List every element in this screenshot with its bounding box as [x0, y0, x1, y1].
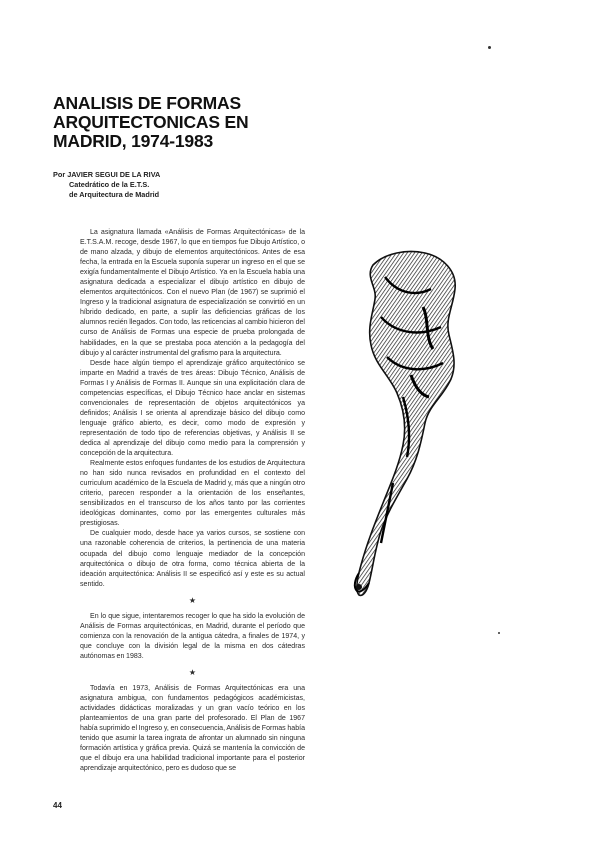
- title-line-3: MADRID, 1974-1983: [53, 131, 214, 151]
- article-body: [80, 228, 305, 774]
- paragraph: De cualquier modo, desde hace ya varios cursos, se sostiene con una razonable coherencia de criterios, la pertinencia de una materia ocupada del dibujo como lenguaje mediador de la concepción arquitectónica o dibujo de otra forma, como técnica abierta de la ideación arquitectónica: Análisis II se especificó así y este es su actual sentido.: [80, 530, 305, 588]
- figure-sketch-drawing: [345, 247, 465, 607]
- page-number: 44: [53, 801, 62, 810]
- title-line-2: ARQUITECTONICAS EN: [53, 112, 249, 132]
- scan-speck: [488, 46, 491, 49]
- paragraph: Desde hace algún tiempo el aprendizaje gráfico arquitectónico se imparte en Madrid a través de tres áreas: Dibujo Técnico, Análisis de Formas I y Análisis de Formas II. Aunque sin una explicitación clara de competencias específicas, el Dibujo Técnico hace anclar en sistemas convencionales de representación de objetos arquitectónicos ya definidos; Análisis I se orienta al aprendizaje básico del dibujo como lenguaje gráfico abierto, es decir, como modo de expresión y representación de todo tipo de referencias objetivas, y Análisis II se dedica al aprendizaje del dibujo como medio para la comprensión y concepción de la arquitectura.: [80, 359, 305, 458]
- byline-role-1: Catedrático de la E.T.S.: [69, 180, 150, 189]
- byline: [53, 170, 160, 200]
- section-separator: ★: [188, 595, 197, 605]
- paragraph: Realmente estos enfoques fundantes de los estudios de Arquitectura no han sido nunca revisados en profundidad en el contexto del curriculum académico de la Escuela de Madrid y, más que a ningún otro criterio, parecen responder a la orientación de los enseñantes, sensibilizados en el transcurso de los años tanto por las corrientes ideológicas dominantes, como por las emergentes culturales más prestigiosas.: [80, 460, 305, 528]
- paragraph: En lo que sigue, intentaremos recoger lo que ha sido la evolución de Análisis de Formas arquitectónicas, en Madrid, durante el período que comienza con la renovación de la antigua cátedra, a finales de 1974, y que concluye con la división legal de la misma en dos cátedras autónomas en 1983.: [80, 612, 305, 660]
- section-separator: ★: [188, 667, 197, 677]
- paragraph: Todavía en 1973, Análisis de Formas Arquitectónicas era una asignatura ambigua, con fundamentos pedagógicos académicistas, actividades didácticas moralizadas y un gran vacío teórico en los planteamientos de una gran parte del profesorado. El Plan de 1967 había suprimido el Ingreso y, en consecuencia, Análisis de Formas había tenido que asumir la tarea ingrata de afrontar un alumnado sin ninguna formación artística y gráfica previa. Quizá se mantenía la convicción de que el dibujo era una habilidad tradicional importante para el posterior aprendizaje arquitectónico, pero es dudoso que se: [80, 684, 305, 773]
- article-title: [53, 94, 313, 151]
- scan-speck: [498, 632, 500, 634]
- byline-author: Por JAVIER SEGUI DE LA RIVA: [53, 170, 161, 179]
- byline-role-2: de Arquitectura de Madrid: [69, 190, 160, 199]
- paragraph: La asignatura llamada «Análisis de Formas Arquitectónicas» de la E.T.S.A.M. recoge, desde 1967, lo que en tiempos fue Dibujo Artístico, o de mano alzada, y dibujo de elementos arquitectónicos. Antes de esa fecha, la entrada en la Escuela suponía superar un ingreso en el que se exigía fundamentalmente el Dibujo Artístico. Ya en la Escuela había una asignatura dedicada a especializar el dibujo artístico en dibujo de elementos arquitectónicos. Con el nuevo Plan (de 1967) se suprimió el Ingreso y la tradicional asignatura de especialización se convirtió en un híbrido dedicado, en parte, a suplir las deficiencias gráficas de los alumnos recién llegados. Con todo, las reticencias al cambio hicieron del curso de Análisis de Formas una especie de prueba prolongada de habilidades, en la que se prestaba poca atención a la pedagogía del dibujo y al carácter instrumental del grafismo para la arquitectura.: [80, 229, 305, 357]
- title-line-1: ANALISIS DE FORMAS: [53, 93, 241, 113]
